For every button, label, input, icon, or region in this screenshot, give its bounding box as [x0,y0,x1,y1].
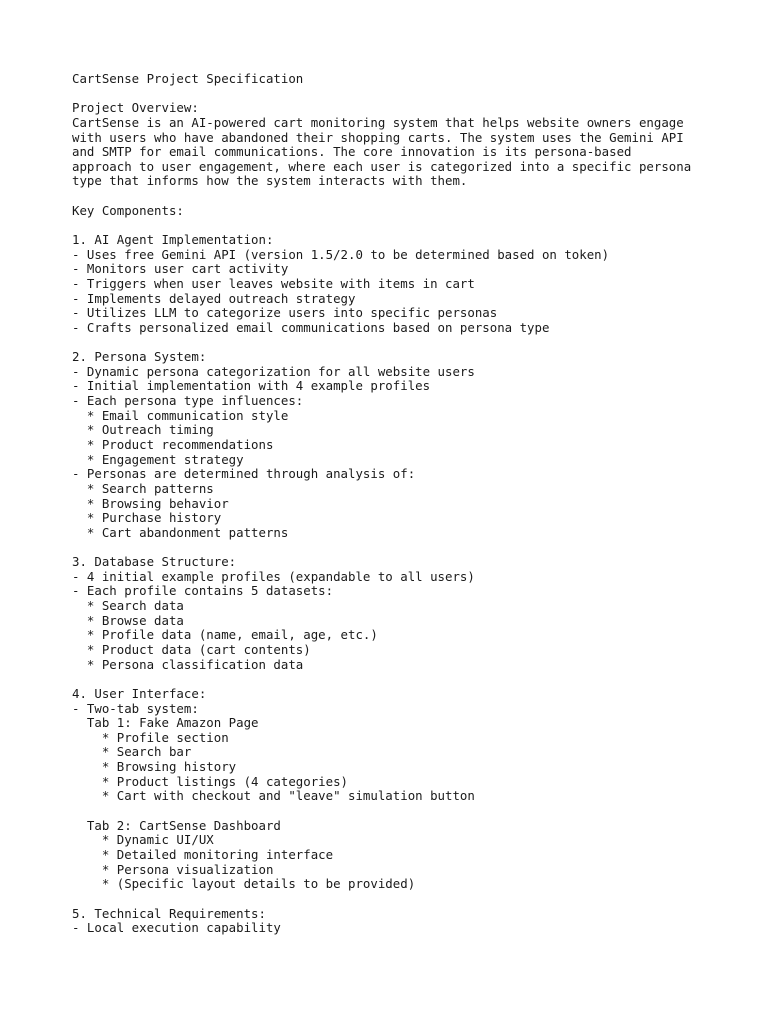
document-line: * Product listings (4 categories) [72,773,349,789]
document-line: - Crafts personalized email communications based on persona type [72,319,550,335]
document-line: * Browsing history [72,759,237,775]
document-line: * Cart abandonment patterns [72,524,289,540]
document-line: - Two-tab system: [72,700,199,716]
document-line: 3. Database Structure: [72,554,237,570]
document-line: - Triggers when user leaves website with items in cart [72,275,475,291]
document-line: 2. Persona System: [72,349,207,365]
document-line: - Local execution capability [72,920,281,936]
document-line: - Utilizes LLM to categorize users into specific personas [72,305,498,321]
document-line: and SMTP for email communications. The core innovation is its persona-based [72,144,632,160]
document-line: 5. Technical Requirements: [72,905,266,921]
document-line: - Implements delayed outreach strategy [72,290,356,306]
document-line: Project Overview: [72,100,199,116]
document-body [72,72,732,936]
blank-line [72,892,732,907]
document-line: * Cart with checkout and "leave" simulation button [72,788,475,804]
document-line: * Persona classification data [72,656,304,672]
document-line: Key Components: [72,202,184,218]
document-line: * Product data (cart contents) [72,641,311,657]
document-line: - 4 initial example profiles (expandable to all users) [72,568,475,584]
document-line: * Browse data [72,612,184,628]
document-line: - Each persona type influences: [72,393,304,409]
document-line: CartSense Project Specification [72,71,304,86]
document-line: type that informs how the system interacts with them. [72,173,468,189]
document-line: - Dynamic persona categorization for all website users [72,363,475,379]
blank-line [72,189,732,204]
document-line: * Search patterns [72,480,214,496]
document-line: 4. User Interface: [72,685,207,701]
document-line: Tab 2: CartSense Dashboard [72,817,281,833]
document-line: * Outreach timing [72,422,214,438]
document-line: * Profile data (name, email, age, etc.) [72,627,378,643]
document-line: * (Specific layout details to be provided) [72,876,416,892]
document-line: * Engagement strategy [72,451,244,467]
document-line: * Persona visualization [72,861,274,877]
document-line: - Personas are determined through analysis of: [72,466,416,482]
blank-line [72,336,732,351]
document-line: * Search bar [72,744,192,760]
document-line: * Purchase history [72,510,222,526]
document-line: * Search data [72,598,184,614]
document-line: Tab 1: Fake Amazon Page [72,715,259,731]
document-line: * Email communication style [72,407,289,423]
document-line: with users who have abandoned their shopping carts. The system uses the Gemini API [72,129,684,145]
document-line: * Browsing behavior [72,495,229,511]
document-line: * Detailed monitoring interface [72,846,334,862]
document-line: * Profile section [72,729,229,745]
blank-line [72,672,732,687]
document-line: * Product recommendations [72,437,274,453]
document-line: - Initial implementation with 4 example profiles [72,378,431,394]
document-line: * Dynamic UI/UX [72,832,214,848]
document-line: CartSense is an AI-powered cart monitoring system that helps website owners engage [72,114,684,130]
blank-line [72,541,732,556]
document-line: - Monitors user cart activity [72,261,289,277]
document-line: approach to user engagement, where each user is categorized into a specific persona [72,158,692,174]
blank-line [72,87,732,102]
blank-line [72,804,732,819]
blank-line [72,218,732,233]
document-line: 1. AI Agent Implementation: [72,232,274,248]
document-line: - Each profile contains 5 datasets: [72,583,334,599]
document-line: - Uses free Gemini API (version 1.5/2.0 to be determined based on token) [72,246,610,262]
